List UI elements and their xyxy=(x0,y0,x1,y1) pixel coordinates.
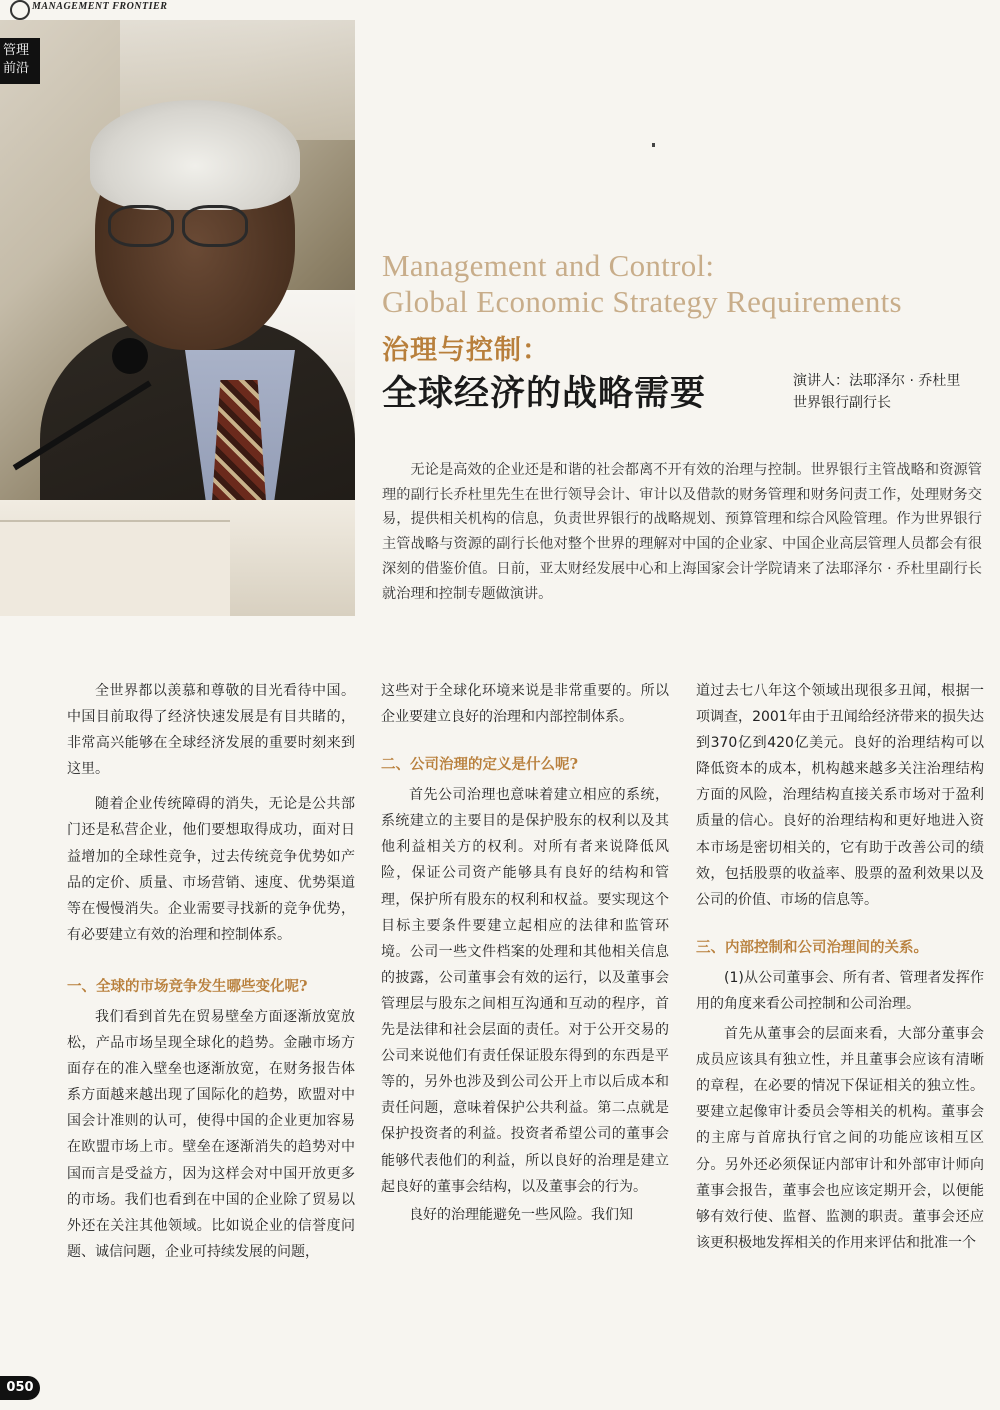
print-speck xyxy=(652,143,655,147)
article-column-1 xyxy=(67,678,355,1265)
section-heading-3: 三、内部控制和公司治理间的关系。 xyxy=(696,938,928,956)
english-title-line2: Global Economic Strategy Requirements xyxy=(382,284,902,319)
section-tab-label: 管理 前沿 xyxy=(3,43,30,76)
section-heading-2: 二、公司治理的定义是什么呢? xyxy=(381,756,578,774)
english-title-line1: Management and Control: xyxy=(382,248,715,283)
paragraph: 道过去七八年这个领域出现很多丑闻，根据一项调查，2001年由于丑闻给经济带来的损失达到370亿到420亿美元。良好的治理结构可以降低资本的成本，机构越来越多关注治理结构方面的风险，治理结构直接关系市场对于盈利质量的信心。良好的治理结构和更好地进入资本市场是密切相关的，它有助于改善公司的绩效，包括股票的收益率、股票的盈利效果以及公司的价值、市场的信息等。 xyxy=(696,683,984,908)
paragraph: 首先公司治理也意味着建立相应的系统，系统建立的主要目的是保护股东的权利以及其他利益相关方的权利。对所有者来说降低风险，保证公司资产能够具有良好的结构和管理，保护所有股东的权利和权益。要实现这个目标主要条件要建立起相应的法律和监管环境。公司一些文件档案的处理和其他相关信息的披露，公司董事会有效的运行，以及董事会管理层与股东之间相互沟通和互动的程序，首先是法律和社会层面的责任。对于公开交易的公司来说他们有责任保证股东得到的东西是平等的，另外也涉及到公司公开上市以后成本和责任问题，意味着保护公共利益。第二点就是保护投资者的利益。投资者希望公司的董事会能够代表他们的利益，所以良好的治理是建立起良好的董事会结构，以及董事会的行为。 xyxy=(381,787,669,1195)
paragraph: 首先从董事会的层面来看，大部分董事会成员应该具有独立性，并且董事会应该有清晰的章程，在必要的情况下保证相关的独立性。要建立起像审计委员会等相关的机构。董事会的主席与首席执行官之间的功能应该相互区分。另外还必须保证内部审计和外部审计师向董事会报告，董事会也应该定期开会，以便能够有效行使、监督、监测的职责。董事会还应该更积极地发挥相关的作用来评估和批准一个 xyxy=(696,1026,984,1251)
microphone-icon xyxy=(112,338,148,374)
glasses-left-lens xyxy=(108,205,174,247)
glasses-right-lens xyxy=(182,205,248,247)
article-column-2 xyxy=(381,678,669,1228)
speaker-name: 演讲人：法耶泽尔 · 乔杜里 xyxy=(793,373,961,389)
speaker-hair xyxy=(90,100,300,210)
magazine-logo-icon xyxy=(10,0,30,20)
intro-paragraph: 无论是高效的企业还是和谐的社会都离不开有效的治理与控制。世界银行主管战略和资源管理的副行长乔杜里先生在世行领导会计、审计以及借款的财务管理和财务问责工作，处理财务交易，提供相关机构的信息，负责世界银行的战略规划、预算管理和综合风险管理。作为世界银行主管战略与资源的副行长他对整个世界的理解对中国的企业家、中国企业高层管理人员都会有很深刻的借鉴价值。日前，亚太财经发展中心和上海国家会计学院请来了法耶泽尔 · 乔杜里副行长就治理和控制专题做演讲。 xyxy=(382,462,982,602)
page-number: 050 xyxy=(0,1376,40,1400)
paragraph: 我们看到首先在贸易壁垒方面逐渐放宽放松，产品市场呈现全球化的趋势。金融市场方面存在的准入壁垒也逐渐放宽，在财务报告体系方面越来越出现了国际化的趋势，欧盟对中国会计准则的认可，使得中国的企业更加容易在欧盟市场上市。壁垒在逐渐消失的趋势对中国而言是受益方，因为这样会对中国开放更多的市场。我们也看到在中国的企业除了贸易以外还在关注其他领域。比如说企业的信誉度问题、诚信问题，企业可持续发展的问题， xyxy=(67,1008,355,1260)
article-column-3 xyxy=(696,678,984,1256)
nameplate xyxy=(0,520,230,616)
english-title xyxy=(382,248,982,320)
running-header xyxy=(0,0,1000,20)
paragraph: 随着企业传统障碍的消失，无论是公共部门还是私营企业，他们要想取得成功，面对日益增加的全球性竞争，过去传统竞争优势如产品的定价、质量、市场营销、速度、优势渠道等在慢慢消失。企业需要寻找新的竞争优势，有必要建立有效的治理和控制体系。 xyxy=(67,796,355,943)
speaker-photo xyxy=(0,20,355,616)
chinese-title-line2: 全球经济的战略需要 xyxy=(382,374,707,414)
paragraph: 良好的治理能避免一些风险。我们知 xyxy=(409,1206,633,1223)
chinese-title-line1: 治理与控制： xyxy=(382,335,550,366)
paragraph: 全世界都以羡慕和尊敬的目光看待中国。中国目前取得了经济快速发展是有目共睹的，非常高兴能够在全球经济发展的重要时刻来到这里。 xyxy=(67,683,355,778)
speaker-position: 世界银行副行长 xyxy=(793,395,891,411)
paragraph: (1)从公司董事会、所有者、管理者发挥作用的角度来看公司控制和公司治理。 xyxy=(696,969,984,1012)
paragraph: 这些对于全球化环境来说是非常重要的。所以企业要建立良好的治理和内部控制体系。 xyxy=(381,683,669,726)
section-tab xyxy=(0,38,40,84)
section-heading-1: 一、全球的市场竞争发生哪些变化呢? xyxy=(67,977,308,995)
speaker-credit xyxy=(793,370,960,414)
running-head-text: MANAGEMENT FRONTIER xyxy=(32,1,168,12)
